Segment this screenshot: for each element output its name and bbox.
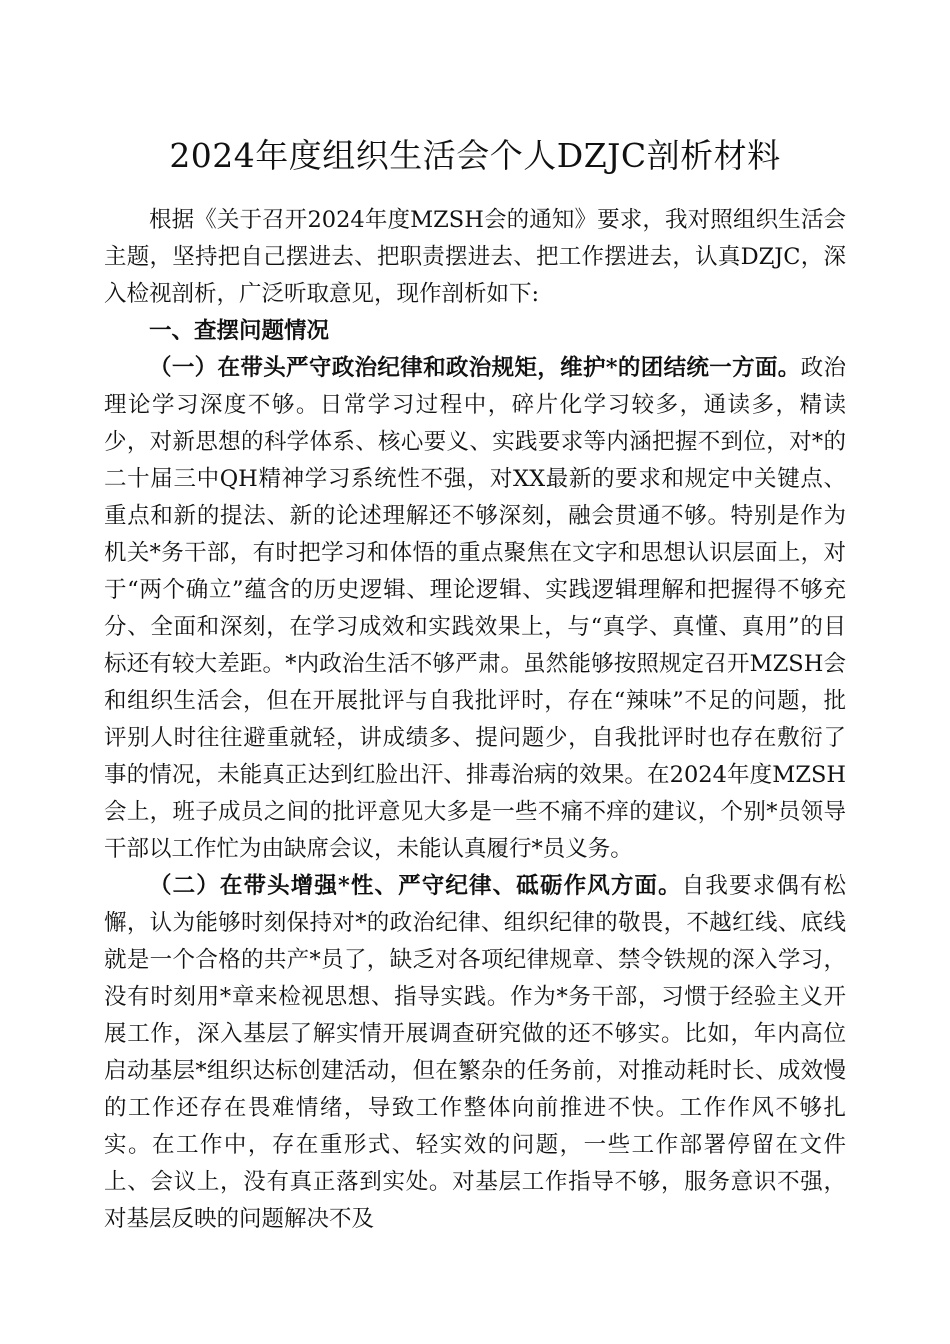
section-heading: 一、查摆问题情况	[149, 318, 330, 344]
item2-paragraph	[104, 868, 846, 1238]
item1-text: 政治理论学习深度不够。日常学习过程中，碎片化学习较多，通读多，精读少，对新思想的科学体系、核心要义、实践要求等内涵把握不到位，对*的二十届三中QH精神学习系统性不强，对XX最新的要求和规定中关键点、重点和新的提法、新的论述理解还不够深刻，融会贯通不够。特别是作为机关*务干部，有时把学习和体悟的重点聚焦在文字和思想认识层面上，对于“两个确立”蕴含的历史逻辑、理论逻辑、实践逻辑理解和把握得不够充分、全面和深刻，在学习成效和实践效果上，与“真学、真懂、真用”的目标还有较大差距。*内政治生活不够严肃。虽然能够按照规定召开MZSH会和组织生活会，但在开展批评与自我批评时，存在“辣味”不足的问题，批评别人时往往避重就轻，讲成绩多、提问题少，自我批评时也存在敷衍了事的情况，未能真正达到红脸出汗、排毒治病的效果。在2024年度MZSH会上，班子成员之间的批评意见大多是一些不痛不痒的建议，个别*员领导干部以工作忙为由缺席会议，未能认真履行*员义务。	[104, 355, 846, 862]
item2-text: 自我要求偶有松懈，认为能够时刻保持对*的政治纪律、组织纪律的敬畏，不越红线、底线就是一个合格的共产*员了，缺乏对各项纪律规章、禁令铁规的深入学习，没有时刻用*章来检视思想、指导实践。作为*务干部，习惯于经验主义开展工作，深入基层了解实情开展调查研究做的还不够实。比如，年内高位启动基层*组织达标创建活动，但在繁杂的任务前，对推动耗时长、成效慢的工作还存在畏难情绪，导致工作整体向前推进不快。工作作风不够扎实。在工作中，存在重形式、轻实效的问题，一些工作部署停留在文件上、会议上，没有真正落到实处。对基层工作指导不够，服务意识不强，对基层反映的问题解决不及	[104, 873, 846, 1232]
intro-paragraph: 根据《关于召开2024年度MZSH会的通知》要求，我对照组织生活会主题，坚持把自己摆进去、把职责摆进去、把工作摆进去，认真DZJC，深入检视剖析，广泛听取意见，现作剖析如下:	[104, 207, 846, 307]
item2-heading: （二）在带头增强*性、严守纪律、砥砺作风方面。	[149, 873, 682, 899]
document-title: 2024年度组织生活会个人DZJC剖析材料	[169, 136, 781, 175]
document-body	[104, 202, 846, 1238]
item1-heading: （一）在带头严守政治纪律和政治规矩，维护*的团结统一方面。	[149, 355, 801, 381]
item1-paragraph	[104, 350, 846, 868]
